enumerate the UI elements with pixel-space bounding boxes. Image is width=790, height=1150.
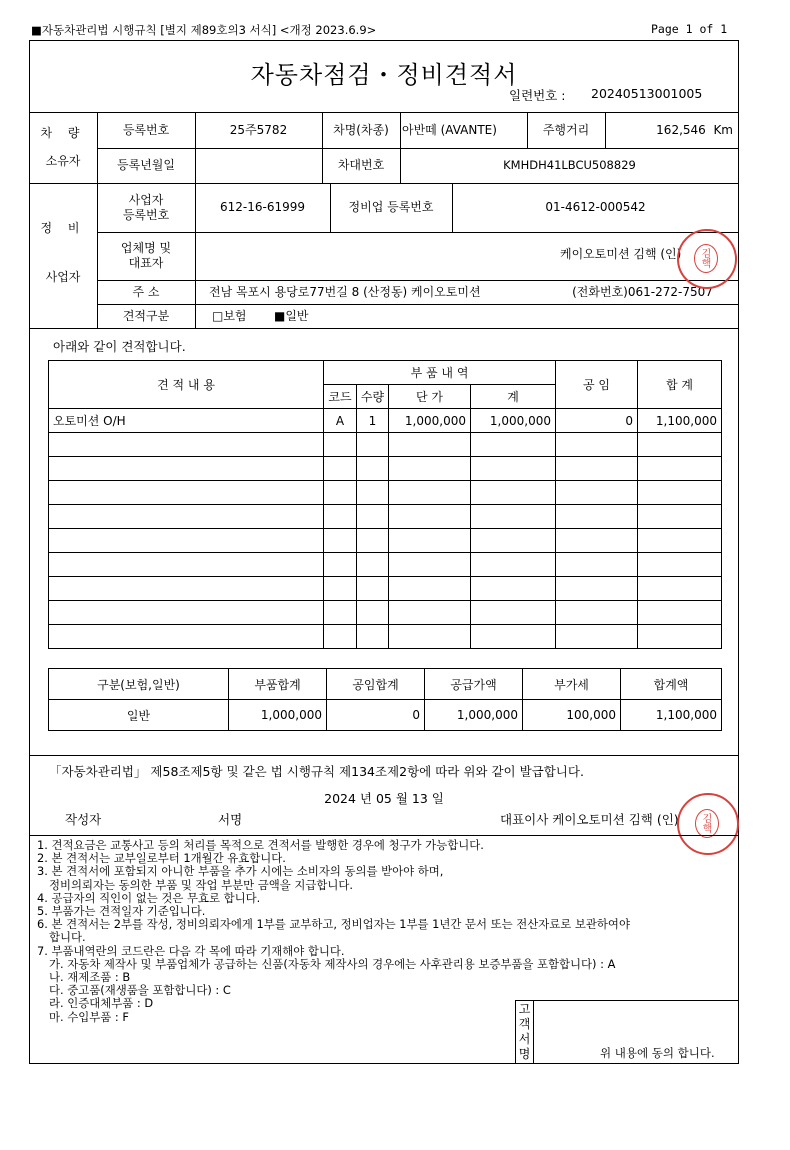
reg-no-value: 25주5782 bbox=[229, 122, 288, 137]
mileage-label: 주행거리 bbox=[542, 122, 590, 137]
item-subtotal bbox=[471, 601, 556, 625]
item-qty bbox=[357, 529, 389, 553]
item-code bbox=[324, 529, 357, 553]
item-labor bbox=[556, 505, 638, 529]
business-owner-label: 사업자 bbox=[45, 269, 81, 284]
item-subtotal bbox=[471, 553, 556, 577]
item-code bbox=[324, 481, 357, 505]
item-total bbox=[638, 625, 722, 649]
mileage-value bbox=[605, 112, 739, 148]
item-code: A bbox=[324, 409, 357, 433]
summary-header-parts: 부품합계 bbox=[229, 669, 327, 700]
table-row bbox=[49, 625, 722, 649]
company-seal-icon bbox=[677, 229, 737, 289]
summary-vat: 100,000 bbox=[523, 700, 621, 731]
item-content bbox=[49, 505, 324, 529]
estimate-type-insurance-checkbox[interactable]: □보험 bbox=[212, 308, 247, 323]
item-total: 1,100,000 bbox=[638, 409, 722, 433]
item-labor bbox=[556, 457, 638, 481]
note-item: 7. 부품내역란의 코드란은 다음 각 목에 따라 기재해야 합니다. bbox=[37, 943, 345, 958]
page-indicator: Page 1 of 1 bbox=[651, 22, 728, 36]
address-value: 전남 목포시 용당로77번길 8 (산정동) 케이오토미션 bbox=[209, 284, 481, 299]
header-code: 코드 bbox=[324, 385, 357, 409]
representative: 대표이사 케이오토미션 김핵 (인) bbox=[500, 812, 679, 827]
item-total bbox=[638, 553, 722, 577]
header-qty: 수량 bbox=[357, 385, 389, 409]
customer-label-char: 서 bbox=[518, 1032, 531, 1046]
note-item: 라. 인증대체부품 : D bbox=[49, 996, 154, 1011]
biz-reg-label bbox=[97, 183, 195, 232]
item-subtotal bbox=[471, 481, 556, 505]
note-item: 2. 본 견적서는 교부일로부터 1개월간 유효합니다. bbox=[37, 851, 286, 866]
header-parts: 부 품 내 역 bbox=[324, 361, 556, 385]
summary-type: 일반 bbox=[49, 700, 229, 731]
item-code bbox=[324, 553, 357, 577]
item-content bbox=[49, 553, 324, 577]
summary-header-type: 구분(보험,일반) bbox=[49, 669, 229, 700]
item-code bbox=[324, 433, 357, 457]
item-qty bbox=[357, 505, 389, 529]
item-total bbox=[638, 601, 722, 625]
item-labor bbox=[556, 553, 638, 577]
note-item: 3. 본 견적서에 포함되지 아니한 부품을 추가 시에는 소비자의 동의를 받아야 하며, bbox=[37, 864, 444, 879]
note-item: 정비의뢰자는 동의한 부품 및 작업 부분만 금액을 지급합니다. bbox=[49, 877, 354, 892]
item-subtotal bbox=[471, 625, 556, 649]
table-row bbox=[49, 577, 722, 601]
item-unit-price bbox=[389, 529, 471, 553]
item-content bbox=[49, 625, 324, 649]
address-label: 주 소 bbox=[132, 284, 160, 299]
phone-value: (전화번호)061-272-7507 bbox=[572, 284, 713, 299]
item-unit-price bbox=[389, 433, 471, 457]
table-row bbox=[49, 529, 722, 553]
table-row bbox=[49, 601, 722, 625]
serial-number: 20240513001005 bbox=[591, 86, 703, 101]
item-unit-price: 1,000,000 bbox=[389, 409, 471, 433]
car-name-label: 차명(차종) bbox=[333, 122, 389, 137]
mileage-unit: Km bbox=[713, 122, 733, 137]
vin-value: KMHDH41LBCU508829 bbox=[503, 158, 636, 173]
note-item: 나. 재제조품 : B bbox=[49, 970, 131, 985]
header-unit-price: 단 가 bbox=[389, 385, 471, 409]
item-code bbox=[324, 577, 357, 601]
item-content bbox=[49, 481, 324, 505]
note-item: 합니다. bbox=[49, 930, 86, 945]
serial-label: 일련번호 : bbox=[509, 88, 566, 103]
item-labor bbox=[556, 433, 638, 457]
note-item: 가. 자동차 제작사 및 부품업체가 공급하는 신품(자동차 제작사의 경우에는 사후관리용 보증부품을 포함합니다) : A bbox=[49, 956, 616, 971]
intro-text: 아래와 같이 견적합니다. bbox=[53, 339, 186, 354]
item-qty bbox=[357, 481, 389, 505]
company-value: 케이오토미션 김핵 (인) bbox=[560, 246, 682, 261]
notes-list bbox=[37, 839, 737, 1024]
items-table bbox=[48, 360, 722, 649]
item-content bbox=[49, 577, 324, 601]
summary-header-supply: 공급가액 bbox=[425, 669, 523, 700]
summary-table bbox=[48, 668, 722, 731]
reg-date-label: 등록년월일 bbox=[117, 158, 175, 172]
note-item: 다. 중고품(재생품을 포함합니다) : C bbox=[49, 983, 231, 998]
item-unit-price bbox=[389, 577, 471, 601]
item-code bbox=[324, 601, 357, 625]
summary-header-total: 합계액 bbox=[621, 669, 722, 700]
item-subtotal bbox=[471, 457, 556, 481]
item-labor: 0 bbox=[556, 409, 638, 433]
sign-label: 서명 bbox=[218, 812, 243, 827]
item-labor bbox=[556, 625, 638, 649]
customer-label-char: 명 bbox=[518, 1047, 531, 1061]
item-unit-price bbox=[389, 625, 471, 649]
item-code bbox=[324, 505, 357, 529]
summary-header-vat: 부가세 bbox=[523, 669, 621, 700]
item-total bbox=[638, 529, 722, 553]
seal-center-text: 김핵 bbox=[699, 248, 710, 268]
reg-no-label: 등록번호 bbox=[122, 122, 170, 137]
item-labor bbox=[556, 577, 638, 601]
repair-reg-label: 정비업 등록번호 bbox=[348, 200, 434, 214]
table-row bbox=[49, 553, 722, 577]
item-qty: 1 bbox=[357, 409, 389, 433]
note-item: 마. 수입부품 : F bbox=[49, 1009, 129, 1024]
table-row bbox=[49, 505, 722, 529]
item-unit-price bbox=[389, 457, 471, 481]
item-labor bbox=[556, 481, 638, 505]
item-code bbox=[324, 457, 357, 481]
table-row bbox=[49, 433, 722, 457]
company-label bbox=[97, 232, 195, 280]
item-unit-price bbox=[389, 601, 471, 625]
writer-label: 작성자 bbox=[65, 812, 102, 827]
item-labor bbox=[556, 601, 638, 625]
header-subtotal: 계 bbox=[471, 385, 556, 409]
header-total: 합 계 bbox=[638, 361, 722, 409]
item-total bbox=[638, 505, 722, 529]
item-qty bbox=[357, 457, 389, 481]
item-code bbox=[324, 625, 357, 649]
item-content bbox=[49, 457, 324, 481]
biz-reg-value: 612-16-61999 bbox=[219, 200, 305, 214]
item-qty bbox=[357, 553, 389, 577]
page-title: 자동차점검・정비견적서 bbox=[250, 61, 518, 89]
item-qty bbox=[357, 601, 389, 625]
customer-consent[interactable]: 위 내용에 동의 합니다. bbox=[600, 1046, 715, 1060]
item-content bbox=[49, 433, 324, 457]
mileage-number: 162,546 bbox=[656, 122, 706, 137]
note-item: 6. 본 견적서는 2부를 작성, 정비의뢰자에게 1부를 교부하고, 정비업자는 1부를 1년간 문서 또는 전산자료로 보관하여야 bbox=[37, 917, 630, 932]
note-item: 1. 견적요금은 교통사고 등의 처리를 목적으로 견적서를 발행한 경우에 청구가 가능합니다. bbox=[37, 838, 484, 852]
biz-reg-label-line2: 등록번호 bbox=[122, 207, 170, 222]
item-subtotal bbox=[471, 529, 556, 553]
estimate-type-label: 견적구분 bbox=[122, 308, 170, 323]
item-total bbox=[638, 481, 722, 505]
customer-label-char: 고 bbox=[518, 1002, 531, 1016]
item-total bbox=[638, 457, 722, 481]
car-name-value: 아반떼 (AVANTE) bbox=[402, 122, 497, 137]
reg-date-value bbox=[195, 148, 322, 183]
item-subtotal bbox=[471, 433, 556, 457]
customer-label-char: 객 bbox=[518, 1017, 531, 1031]
customer-sign-label bbox=[516, 1002, 533, 1062]
summary-labor-total: 0 bbox=[327, 700, 425, 731]
summary-supply-value: 1,000,000 bbox=[425, 700, 523, 731]
issuance-date: 2024 년 05 월 13 일 bbox=[324, 791, 444, 806]
item-qty bbox=[357, 625, 389, 649]
note-item: 5. 부품가는 견적일자 기준입니다. bbox=[37, 904, 206, 919]
table-row bbox=[49, 457, 722, 481]
item-content bbox=[49, 601, 324, 625]
biz-reg-label-line1: 사업자 bbox=[128, 192, 164, 207]
item-total bbox=[638, 577, 722, 601]
note-item: 4. 공급자의 직인이 없는 것은 무효로 합니다. bbox=[37, 890, 261, 905]
item-unit-price bbox=[389, 481, 471, 505]
seal-center-text-2: 김핵 bbox=[700, 813, 711, 833]
company-label-line2: 대표자 bbox=[128, 256, 164, 270]
item-labor bbox=[556, 529, 638, 553]
header-labor: 공 임 bbox=[556, 361, 638, 409]
item-content: 오토미션 O/H bbox=[49, 409, 324, 433]
item-total bbox=[638, 433, 722, 457]
table-row bbox=[49, 481, 722, 505]
summary-parts-total: 1,000,000 bbox=[229, 700, 327, 731]
item-subtotal bbox=[471, 505, 556, 529]
business-section-label: 정 비 bbox=[40, 220, 86, 235]
vehicle-section-label: 차 량 bbox=[40, 125, 86, 140]
item-unit-price bbox=[389, 553, 471, 577]
repair-reg-value: 01-4612-000542 bbox=[545, 200, 646, 214]
estimate-type-general-checkbox[interactable]: ■일반 bbox=[274, 308, 309, 323]
company-label-line1: 업체명 및 bbox=[120, 241, 172, 255]
header-content: 견 적 내 용 bbox=[49, 361, 324, 409]
vin-label: 차대번호 bbox=[337, 158, 385, 172]
summary-grand-total: 1,100,000 bbox=[621, 700, 722, 731]
owner-section-label: 소유자 bbox=[45, 153, 81, 168]
table-row bbox=[49, 409, 722, 433]
issuance-statement: 「자동차관리법」 제58조제5항 및 같은 법 시행규칙 제134조제2항에 따라 위와 같이 발급합니다. bbox=[49, 764, 584, 779]
item-content bbox=[49, 529, 324, 553]
summary-header-labor: 공임합계 bbox=[327, 669, 425, 700]
item-qty bbox=[357, 577, 389, 601]
item-qty bbox=[357, 433, 389, 457]
regulation-header: ■자동차관리법 시행규칙 [별지 제89호의3 서식] <개정 2023.6.9> bbox=[31, 23, 377, 37]
item-unit-price bbox=[389, 505, 471, 529]
item-subtotal: 1,000,000 bbox=[471, 409, 556, 433]
item-subtotal bbox=[471, 577, 556, 601]
